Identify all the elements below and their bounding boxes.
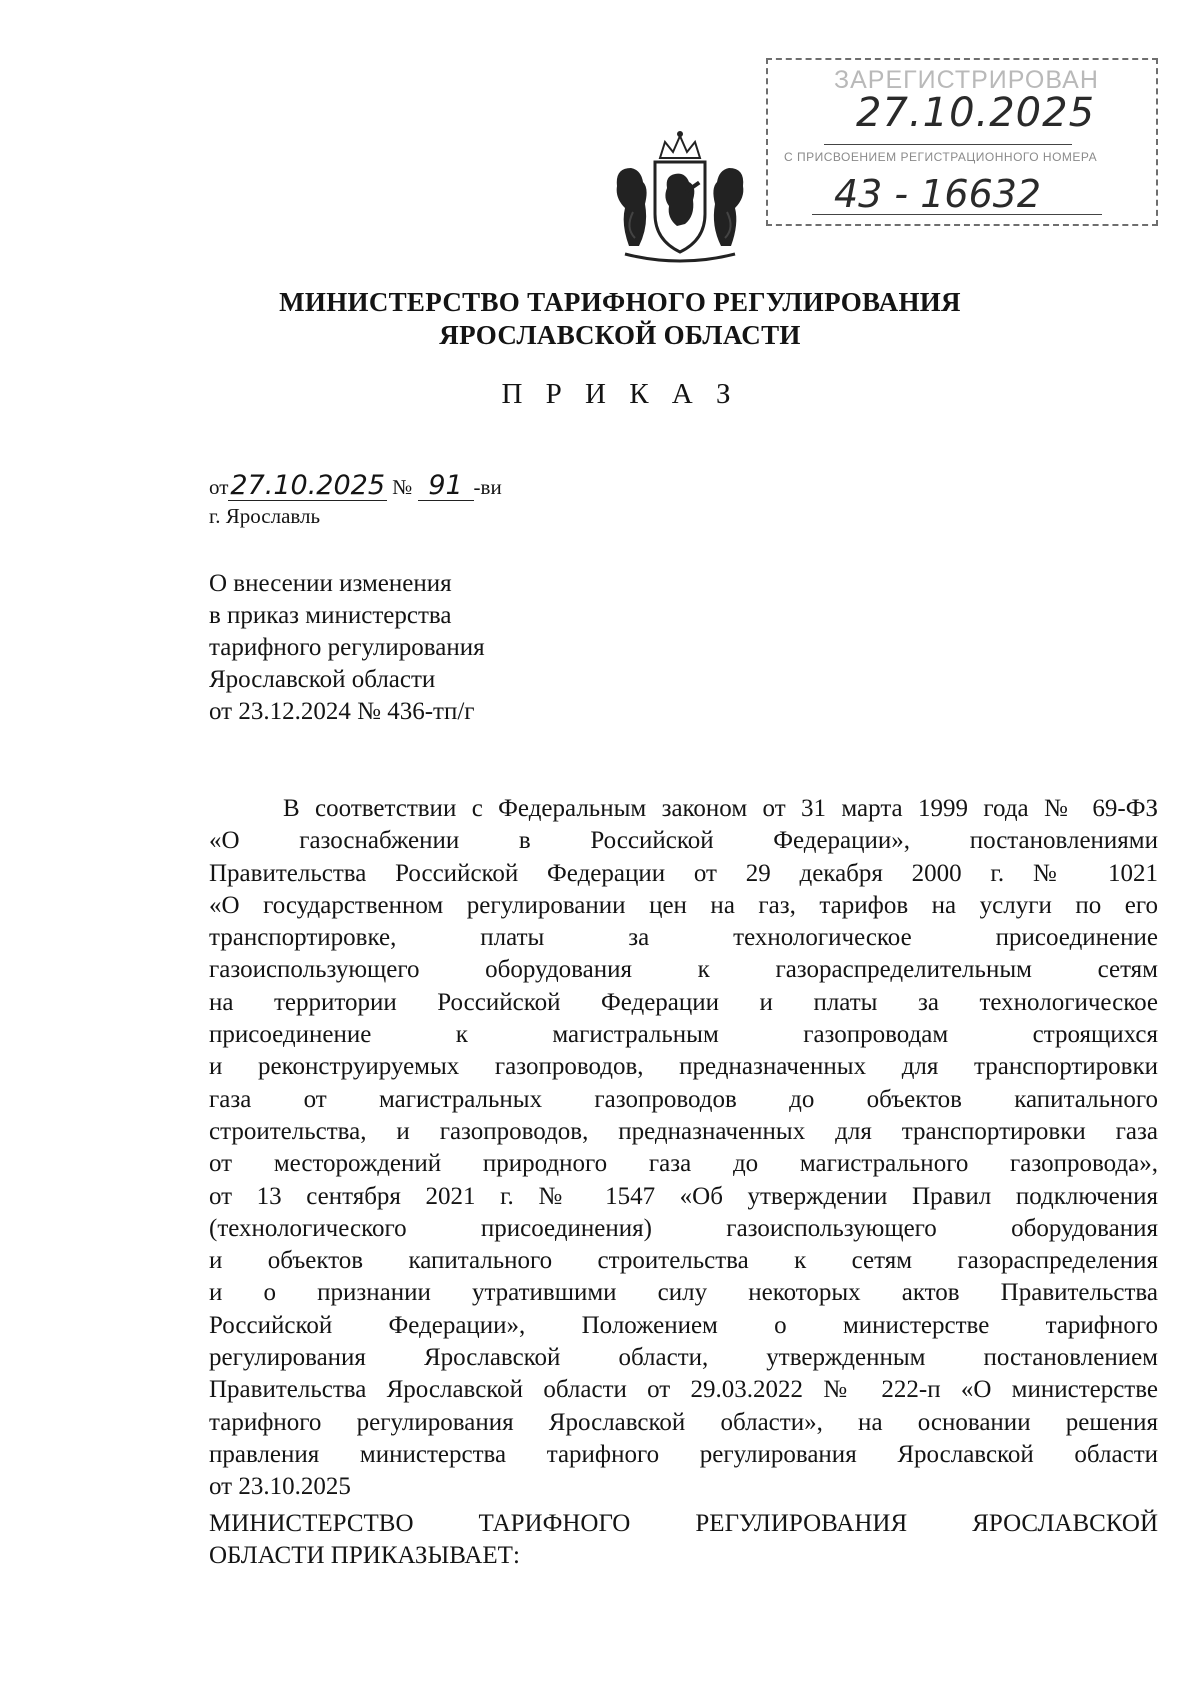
- stamp-divider: [824, 144, 1072, 145]
- paragraph-line: правления министерства тарифного регулирования Ярославской области: [209, 1440, 1158, 1468]
- ministry-name-line: МИНИСТЕРСТВО ТАРИФНОГО РЕГУЛИРОВАНИЯ: [279, 287, 961, 317]
- document-type-title: П Р И К А З: [501, 378, 739, 410]
- stamp-divider: [812, 214, 1102, 215]
- subject-line: от 23.12.2024 № 436-тп/г: [209, 698, 475, 725]
- order-number-suffix: -ви: [473, 475, 502, 499]
- paragraph-line: и о признании утратившими силу некоторых актов Правительства: [209, 1279, 1158, 1307]
- paragraph-line: Российской Федерации», Положением о министерстве тарифного: [209, 1311, 1158, 1339]
- stamp-caption: С ПРИСВОЕНИЕМ РЕГИСТРАЦИОННОГО НОМЕРА: [784, 150, 1098, 164]
- paragraph-line: от 23.10.2025: [209, 1473, 351, 1501]
- paragraph-line: на территории Российской Федерации и платы за технологическое: [209, 988, 1158, 1016]
- decree-statement: [209, 1508, 1158, 1573]
- subject-line: в приказ министерства: [209, 602, 452, 629]
- stamp-registration-number: 43 - 16632: [834, 172, 1042, 216]
- coat-of-arms-icon: [605, 128, 755, 266]
- paragraph-line: (технологического присоединения) газоиспользующего оборудования: [209, 1214, 1158, 1242]
- order-date: 27.10.2025: [230, 470, 385, 501]
- subject-line: Ярославской области: [209, 666, 436, 693]
- order-subject: [209, 568, 485, 728]
- paragraph-line: газоиспользующего оборудования к газораспределительным сетям: [209, 956, 1158, 984]
- stamp-heading: ЗАРЕГИСТРИРОВАН: [834, 66, 1099, 94]
- ministry-name: [0, 286, 1200, 352]
- order-number: 91: [418, 472, 474, 501]
- order-date-number-line: [209, 472, 502, 501]
- paragraph-line: Правительства Российской Федерации от 29 декабря 2000 г. № 1021: [209, 859, 1158, 887]
- paragraph-line: Правительства Ярославской области от 29.03.2022 № 222-п «О министерстве: [209, 1376, 1158, 1404]
- order-preamble: [209, 793, 1158, 1572]
- paragraph-line: «О газоснабжении в Российской Федерации», постановлениями: [209, 827, 1158, 855]
- date-prefix: от: [209, 475, 229, 499]
- decree-line: МИНИСТЕРСТВО ТАРИФНОГО РЕГУЛИРОВАНИЯ ЯРОСЛАВСКОЙ: [209, 1509, 1158, 1537]
- stamp-date: 27.10.2025: [856, 90, 1096, 136]
- paragraph-line: и реконструируемых газопроводов, предназначенных для транспортировки: [209, 1053, 1158, 1081]
- paragraph-line: тарифного регулирования Ярославской области», на основании решения: [209, 1408, 1158, 1436]
- decree-line: ОБЛАСТИ ПРИКАЗЫВАЕТ:: [209, 1541, 520, 1569]
- paragraph-line: строительства, и газопроводов, предназначенных для транспортировки газа: [209, 1117, 1158, 1145]
- paragraph-line: «О государственном регулировании цен на газ, тарифов на услуги по его: [209, 891, 1158, 919]
- paragraph-line: и объектов капитального строительства к сетям газораспределения: [209, 1247, 1158, 1275]
- paragraph-line: от 13 сентября 2021 г. № 1547 «Об утверждении Правил подключения: [209, 1182, 1158, 1210]
- ministry-name-line: ЯРОСЛАВСКОЙ ОБЛАСТИ: [439, 320, 801, 350]
- paragraph-line: от месторождений природного газа до магистрального газопровода»,: [209, 1150, 1158, 1178]
- subject-line: тарифного регулирования: [209, 634, 485, 661]
- paragraph-line: В соответствии с Федеральным законом от 31 марта 1999 года № 69-ФЗ: [283, 795, 1158, 822]
- city: г. Ярославль: [209, 504, 321, 528]
- paragraph-line: присоединение к магистральным газопроводам строящихся: [209, 1021, 1158, 1049]
- number-sign: №: [392, 475, 413, 499]
- registration-stamp: [766, 58, 1158, 226]
- paragraph-line: транспортировке, платы за технологическое присоединение: [209, 924, 1158, 952]
- paragraph-line: регулирования Ярославской области, утвержденным постановлением: [209, 1344, 1158, 1372]
- subject-line: О внесении изменения: [209, 570, 452, 597]
- paragraph-line: газа от магистральных газопроводов до объектов капитального: [209, 1085, 1158, 1113]
